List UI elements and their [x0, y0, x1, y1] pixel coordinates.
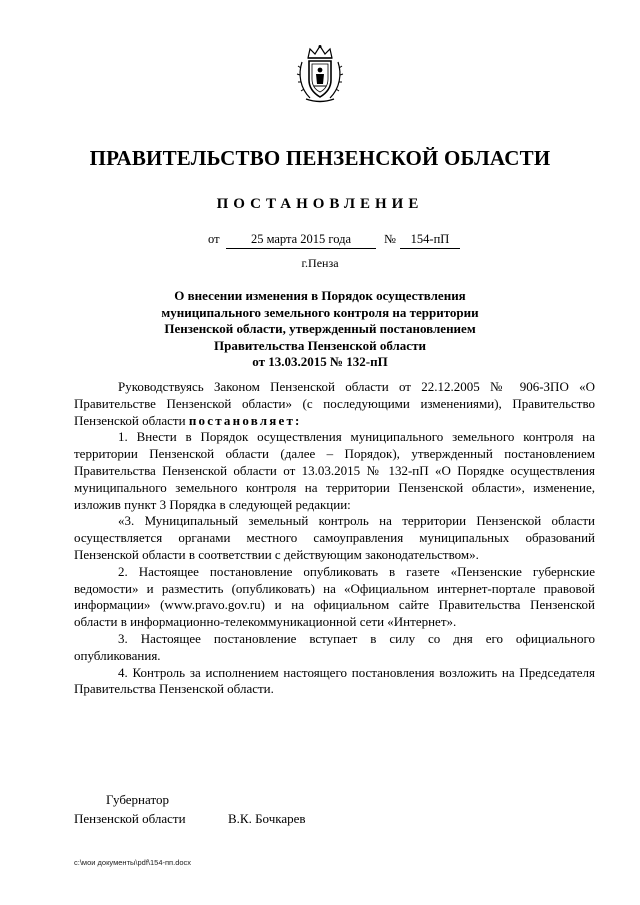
date-prefix: от	[208, 232, 220, 246]
signature-name: В.К. Бочкарев	[228, 811, 306, 826]
file-path-footer: c:\мои документы\pdf\154-пп.docx	[74, 858, 192, 867]
heading-line: муниципального земельного контроля на территории	[161, 304, 479, 320]
signature-position-line2: Пензенской области	[74, 811, 186, 826]
coat-of-arms-icon	[296, 44, 344, 104]
number-prefix: №	[384, 232, 396, 246]
decree-date-line	[0, 232, 640, 252]
item-3-paragraph: 3. Настоящее постановление вступает в силу со дня его официального опубликования.	[74, 630, 595, 663]
heading-line: Пензенской области, утвержденный постановлением	[164, 321, 476, 336]
decree-type: ПОСТАНОВЛЕНИЕ	[216, 196, 424, 212]
item-1-quote-paragraph: «3. Муниципальный земельный контроль на территории Пензенской области осуществляется органами местного самоуправления муниципальных образований Пензенской области в соответствии с действующим законодательством».	[74, 513, 595, 562]
heading-line: О внесении изменения в Порядок осуществления	[174, 288, 466, 303]
item-1-paragraph: 1. Внести в Порядок осуществления муниципального земельного контроля на территории Пензенской области (далее – Порядок), утвержденный постановлением Правительства Пензенской области от 13.03.2015 № 132-пП «О Порядке осуществления муниципального земельного контроля на территории Пензенской области», изменение, изложив пункт 3 Порядка в следующей редакции:	[74, 429, 595, 512]
resolves-word: постановляет:	[188, 412, 302, 428]
decree-number: 154-пП	[400, 232, 460, 249]
item-2-paragraph: 2. Настоящее постановление опубликовать в газете «Пензенские губернские ведомости» и разместить (опубликовать) на «Официальном интернет-портале правовой информации» (www.pravo.gov.ru) и на официальном сайте Правительства Пензенской области в информационно-телекоммуникационной сети «Интернет».	[74, 563, 595, 630]
decree-date: 25 марта 2015 года	[226, 232, 376, 249]
organization-title: ПРАВИТЕЛЬСТВО ПЕНЗЕНСКОЙ ОБЛАСТИ	[89, 146, 551, 170]
signature-position-line1: Губернатор	[106, 792, 169, 807]
preamble-paragraph	[74, 379, 595, 429]
city-name: г.Пенза	[301, 256, 339, 270]
decree-body	[74, 379, 595, 698]
heading-line: от 13.03.2015 № 132-пП	[252, 354, 388, 369]
decree-heading	[120, 288, 520, 371]
preamble-text: Руководствуясь Законом Пензенской области от 22.12.2005 № 906-ЗПО «О Правительстве Пензенской области» (с последующими изменениями), Правительство Пензенской области	[74, 379, 595, 428]
item-4-paragraph: 4. Контроль за исполнением настоящего постановления возложить на Председателя Правительства Пензенской области.	[74, 664, 595, 697]
heading-line: Правительства Пензенской области	[214, 337, 426, 353]
